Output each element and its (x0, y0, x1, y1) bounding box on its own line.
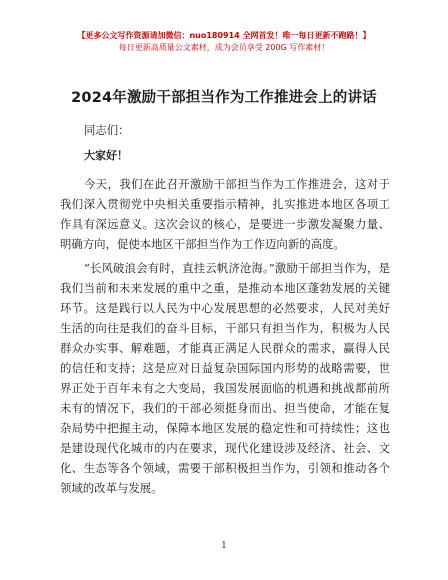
paragraph-2: “长风破浪会有时，直挂云帆济沧海。”激励干部担当作为，是我们当前和未来发展的重中之重，是推动本地区蓬勃发展的关键环节。这是践行以人民为中心发展思想的必然要求，人民对美好生活的向往是我们的奋斗目标，干部只有担当作为，积极为人民群众办实事、解难题，才能真正满足人民群众的需求，赢得人民的信任和支持；这是应对日益复杂国际国内形势的战略需要，世界正处于百年未有之大变局，我国发展面临的机遇和挑战都前所未有的情况下，我们的干部必须挺身而出、担当使命，才能在复杂局势中把握主动，保障本地区发展的稳定性和可持续性；这也是建设现代化城市的内在要求，现代化建设涉及经济、社会、文化、生态等各个领域，需要干部积极担当作为，引领和推动各个领域的改革与发展。 (60, 261, 390, 495)
salutation: 同志们： (84, 123, 130, 137)
paragraph-1: 今天，我们在此召开激励干部担当作为工作推进会，这对于我们深入贯彻党中央相关重要指示精神，扎实推进本地区各项工作具有深远意义。这次会议的核心，是要进一步激发凝聚力量、明确方向，促使本地区干部担当作为工作迈向新的高度。 (60, 177, 390, 251)
document-title: 2024年激励干部担当作为工作推进会上的讲话 (71, 90, 377, 106)
greeting-line: 大家好！ (84, 149, 128, 162)
header-banner (0, 30, 448, 54)
banner-line-2: 每日更新高质量公文素材，成为会员享受 200G 写作素材！ (118, 43, 330, 52)
document-body (60, 120, 390, 502)
banner-line-1: 【更多公文写作资源请加微信：nuo180914 全网首发！唯一每日更新不跑路！】 (77, 31, 371, 40)
page-number: 1 (221, 541, 227, 551)
